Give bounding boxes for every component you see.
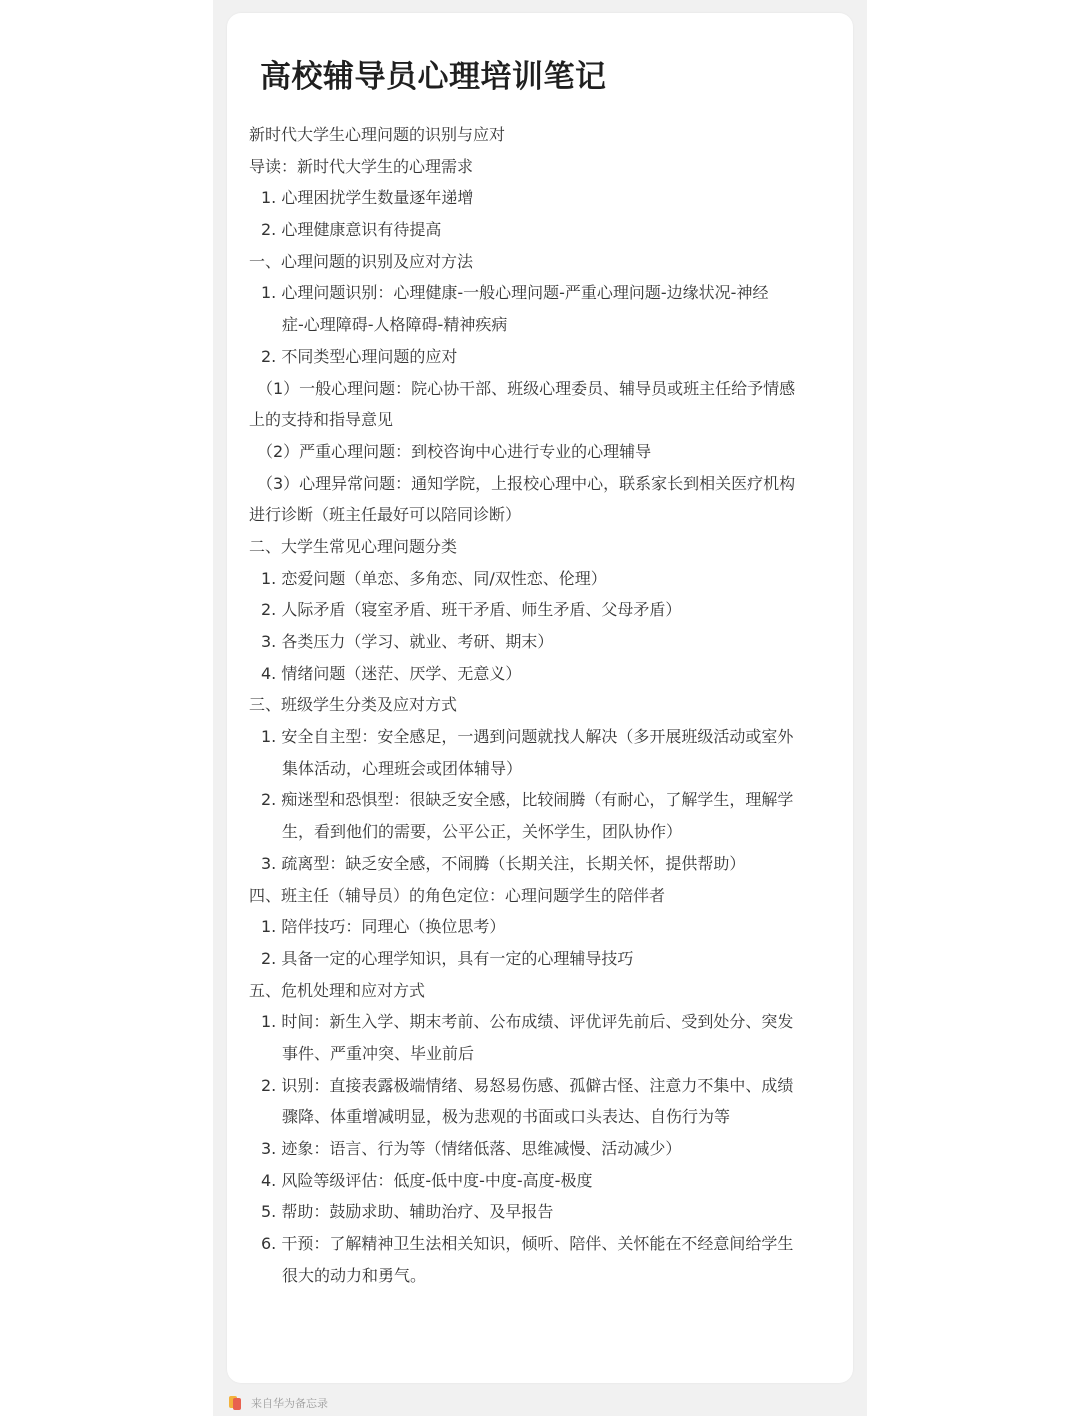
note-line: 1. 心理困扰学生数量逐年递增 (261, 188, 474, 208)
note-line: 生，看到他们的需要，公平公正，关怀学生，团队协作） (282, 822, 683, 842)
note-line: （3）心理异常问题：通知学院，上报校心理中心，联系家长到相关医疗机构 (257, 473, 796, 493)
note-line: 进行诊断（班主任最好可以陪同诊断） (249, 505, 522, 525)
note-line: 4. 风险等级评估：低度-低中度-中度-高度-极度 (261, 1170, 593, 1190)
note-line: 4. 情绪问题（迷茫、厌学、无意义） (261, 663, 522, 683)
note-line: 3. 迹象：语言、行为等（情绪低落、思维减慢、活动减少） (261, 1139, 682, 1158)
note-line: 1. 时间：新生入学、期末考前、公布成绩、评优评先前后、受到处分、突发 (261, 1012, 794, 1032)
note-line: 6. 干预：了解精神卫生法相关知识，倾听、陪伴、关怀能在不经意间给学生 (261, 1234, 794, 1254)
note-line: 很大的动力和勇气。 (282, 1265, 427, 1285)
note-line: 新时代大学生心理问题的识别与应对 (249, 125, 506, 144)
memo-app-icon (229, 1396, 241, 1410)
note-line: 二、大学生常见心理问题分类 (249, 536, 458, 556)
footer (229, 1394, 328, 1412)
note-line: 2. 识别：直接表露极端情绪、易怒易伤感、孤僻古怪、注意力不集中、成绩 (261, 1075, 794, 1095)
note-line: 1. 恋爱问题（单恋、多角恋、同/双性恋、伦理） (261, 568, 607, 588)
note-line: 1. 心理问题识别：心理健康-一般心理问题-严重心理问题-边缘状况-神经 (261, 283, 769, 303)
note-line: 症-心理障碍-人格障碍-精神疾病 (282, 315, 508, 335)
note-line: 骤降、体重增减明显，极为悲观的书面或口头表达、自伤行为等 (282, 1107, 731, 1127)
note-line: 四、班主任（辅导员）的角色定位：心理问题学生的陪伴者 (249, 885, 666, 905)
note-body (249, 119, 829, 1291)
note-line: 一、心理问题的识别及应对方法 (249, 251, 474, 271)
note-line: 5. 帮助：鼓励求助、辅助治疗、及早报告 (261, 1202, 554, 1222)
note-line: 2. 人际矛盾（寝室矛盾、班干矛盾、师生矛盾、父母矛盾） (261, 600, 682, 620)
note-line: 3. 各类压力（学习、就业、考研、期末） (261, 632, 554, 651)
note-title: 高校辅导员心理培训笔记 (260, 59, 607, 95)
note-line: 1. 安全自主型：安全感足，一遇到问题就找人解决（多开展班级活动或室外 (261, 727, 794, 747)
note-line: 2. 不同类型心理问题的应对 (261, 346, 458, 366)
note-line: （1）一般心理问题：院心协干部、班级心理委员、辅导员或班主任给予情感 (257, 378, 796, 398)
note-line: 2. 具备一定的心理学知识，具有一定的心理辅导技巧 (261, 948, 634, 968)
note-line: 事件、严重冲突、毕业前后 (282, 1043, 475, 1063)
footer-source-text: 来自华为备忘录 (251, 1397, 328, 1410)
note-line: 2. 心理健康意识有待提高 (261, 220, 442, 240)
note-line: 五、危机处理和应对方式 (249, 980, 426, 1000)
note-line: 3. 疏离型：缺乏安全感，不闹腾（长期关注，长期关怀，提供帮助） (261, 853, 746, 873)
note-line: 2. 痴迷型和恐惧型：很缺乏安全感，比较闹腾（有耐心，了解学生，理解学 (261, 790, 794, 810)
note-line: （2）严重心理问题：到校咨询中心进行专业的心理辅导 (257, 441, 652, 461)
note-line: 导读：新时代大学生的心理需求 (249, 156, 474, 176)
note-line: 三、班级学生分类及应对方式 (249, 695, 458, 715)
note-line: 上的支持和指导意见 (249, 410, 394, 430)
note-line: 1. 陪伴技巧：同理心（换位思考） (261, 917, 506, 937)
note-line: 集体活动，心理班会或团体辅导） (282, 758, 523, 778)
